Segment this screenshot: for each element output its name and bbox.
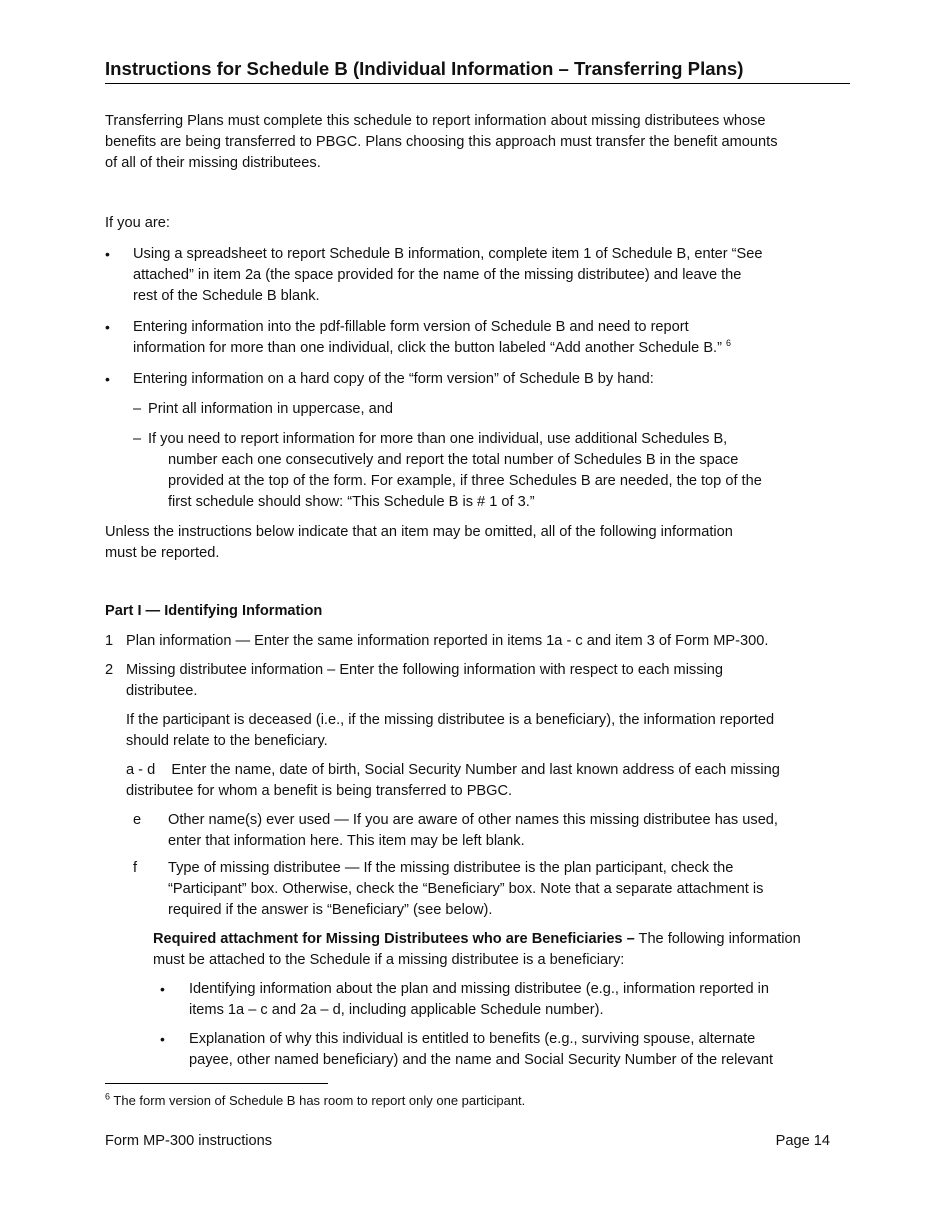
deceased-line: should relate to the beneficiary. — [126, 733, 328, 749]
item-f-label: f — [133, 860, 138, 876]
required-attachment-line: must be attached to the Schedule if a missing distributee is a beneficiary: — [153, 952, 625, 968]
item-2-number: 2 — [105, 662, 114, 678]
item-2-text: Missing distributee information – Enter the following information with respect to each missing — [126, 662, 724, 678]
page-title: Instructions for Schedule B (Individual Information – Transferring Plans) — [105, 57, 850, 84]
intro-line: Transferring Plans must complete this schedule to report information about missing distributees whose — [105, 113, 766, 129]
sub-bullet-2-line: Explanation of why this individual is entitled to benefits (e.g., surviving spouse, alternate — [189, 1031, 756, 1047]
part-1-heading: Part I — Identifying Information — [105, 603, 323, 619]
item-a-d-line: a - d Enter the name, date of birth, Social Security Number and last known address of each missing — [126, 762, 780, 778]
item-f-line: Type of missing distributee — If the missing distributee is the plan participant, check the — [168, 860, 734, 876]
sub-bullet-2-line: payee, other named beneficiary) and the name and Social Security Number of the relevant — [189, 1052, 774, 1068]
unless-line: Unless the instructions below indicate that an item may be omitted, all of the following information — [105, 524, 733, 540]
bullet-icon: • — [105, 319, 110, 335]
required-attachment-line — [153, 929, 801, 950]
bullet-icon: • — [160, 1031, 165, 1047]
dash-1-line: Print all information in uppercase, and — [148, 401, 393, 417]
dash-icon: – — [133, 401, 142, 417]
footnote-separator — [105, 1083, 328, 1084]
footnote-number: 6 — [105, 1091, 111, 1102]
item-1-number: 1 — [105, 633, 114, 649]
intro-line: of all of their missing distributees. — [105, 155, 321, 171]
bullet-2-text: information for more than one individual, click the button labeled “Add another Schedule B.” — [133, 340, 722, 356]
bullet-icon: • — [105, 246, 110, 262]
footnote-ref-6: 6 — [726, 338, 732, 349]
bullet-3-line: Entering information on a hard copy of the “form version” of Schedule B by hand: — [133, 371, 654, 387]
footer-page-number: Page 14 — [775, 1133, 830, 1149]
item-f-line: required if the answer is “Beneficiary” (see below). — [168, 902, 493, 918]
footer-form-name: Form MP-300 instructions — [105, 1133, 273, 1149]
footnote — [105, 1092, 525, 1110]
dash-2-line: If you need to report information for more than one individual, use additional Schedules B, — [148, 431, 728, 447]
item-e-line: Other name(s) ever used — If you are aware of other names this missing distributee has used, — [168, 812, 778, 828]
intro-line: benefits are being transferred to PBGC. Plans choosing this approach must transfer the benefit amounts — [105, 134, 778, 150]
dash-2-line: provided at the top of the form. For example, if three Schedules B are needed, the top of the — [168, 473, 762, 489]
bullet-2-line — [133, 338, 731, 359]
bullet-1-line: attached” in item 2a (the space provided for the name of the missing distributee) and leave the — [133, 267, 742, 283]
required-attachment-heading: Required attachment for Missing Distributees who are Beneficiaries – — [153, 931, 635, 947]
sub-bullet-1-line: items 1a – c and 2a – d, including applicable Schedule number). — [189, 1002, 604, 1018]
unless-line: must be reported. — [105, 545, 220, 561]
bullet-1-line: rest of the Schedule B blank. — [133, 288, 320, 304]
bullet-icon: • — [160, 981, 165, 997]
item-e-label: e — [133, 812, 142, 828]
item-1-text: Plan information — Enter the same information reported in items 1a - c and item 3 of Form MP-300. — [126, 633, 769, 649]
if-you-are-label: If you are: — [105, 215, 170, 231]
bullet-icon: • — [105, 371, 110, 387]
item-e-line: enter that information here. This item may be left blank. — [168, 833, 525, 849]
required-attachment-text: The following information — [634, 931, 801, 947]
dash-2-line: number each one consecutively and report the total number of Schedules B in the space — [168, 452, 739, 468]
dash-2-line: first schedule should show: “This Schedule B is # 1 of 3.” — [168, 494, 535, 510]
dash-icon: – — [133, 431, 142, 447]
bullet-2-line: Entering information into the pdf-fillable form version of Schedule B and need to report — [133, 319, 689, 335]
bullet-1-line: Using a spreadsheet to report Schedule B information, complete item 1 of Schedule B, enter “See — [133, 246, 763, 262]
sub-bullet-1-line: Identifying information about the plan and missing distributee (e.g., information reported in — [189, 981, 770, 997]
item-2-text: distributee. — [126, 683, 198, 699]
deceased-line: If the participant is deceased (i.e., if the missing distributee is a beneficiary), the information reported — [126, 712, 775, 728]
item-f-line: “Participant” box. Otherwise, check the “Beneficiary” box. Note that a separate attachment is — [168, 881, 764, 897]
item-a-d-line: distributee for whom a benefit is being transferred to PBGC. — [126, 783, 513, 799]
footnote-text: The form version of Schedule B has room to report only one participant. — [110, 1093, 526, 1108]
